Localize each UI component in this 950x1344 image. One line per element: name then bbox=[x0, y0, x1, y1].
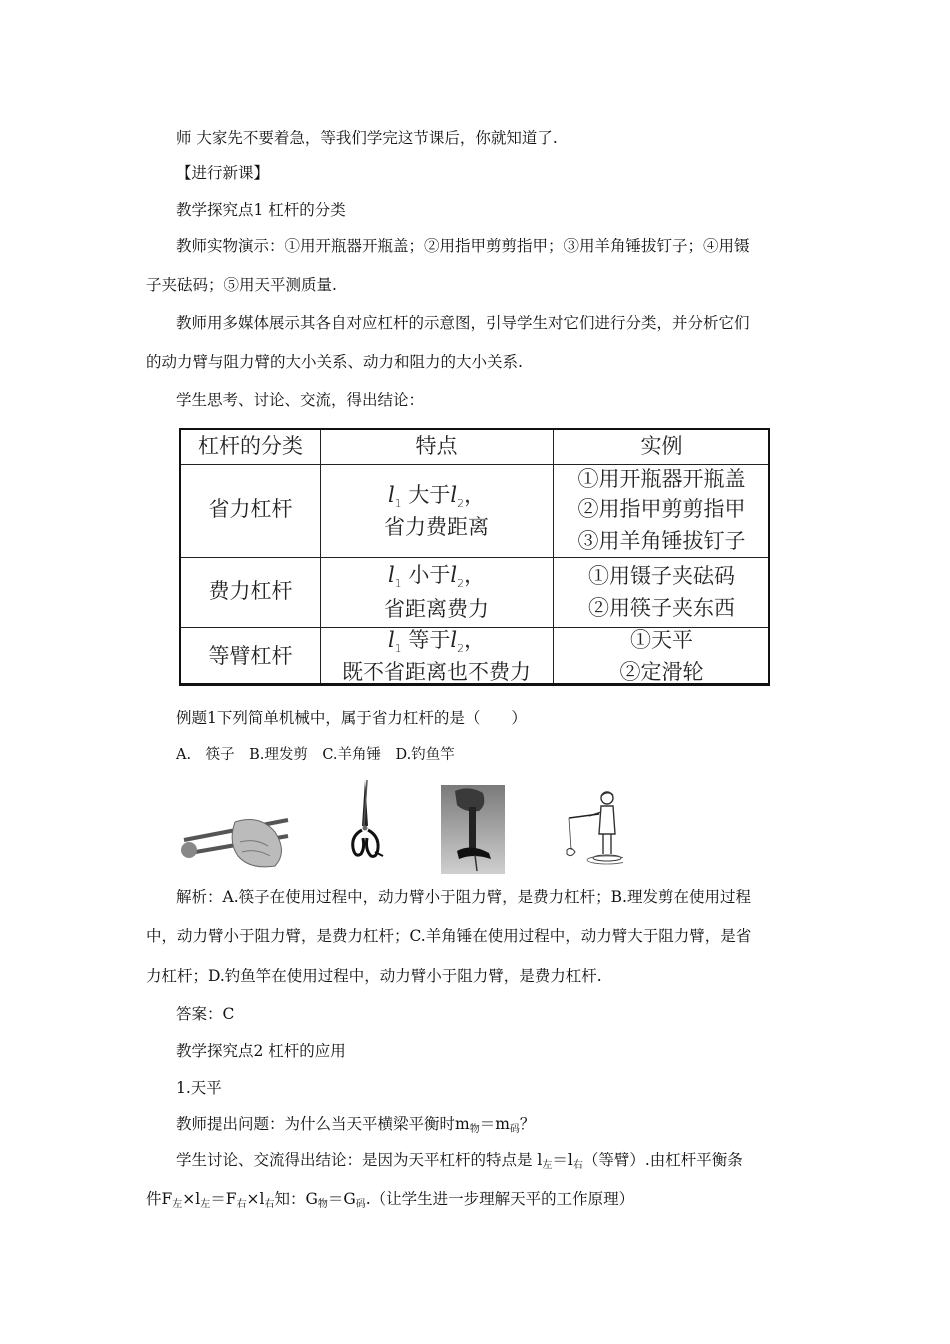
paragraph: 教师提出问题：为什么当天平横梁平衡时$m_物=m_码$？ bbox=[176, 1115, 536, 1135]
chopsticks-image bbox=[180, 812, 292, 870]
table-cell-example: ①天平 bbox=[630, 628, 693, 652]
table-cell-example: ①用镊子夹砝码 bbox=[588, 564, 735, 588]
paragraph: 件$F_左\times l_左=F_右\times l_右$知：$G_物=G_码$.（让学生进一步理解天平的工作原理） bbox=[146, 1190, 635, 1210]
list-item: 1.天平 bbox=[176, 1079, 222, 1097]
table-cell-example: ①用开瓶器开瓶盖 bbox=[577, 467, 746, 491]
table-cell-feature-note: 既不省距离也不费力 bbox=[342, 660, 531, 684]
paragraph: 子夹砝码；⑤用天平测质量. bbox=[146, 276, 337, 294]
table-header: 实例 bbox=[640, 434, 683, 458]
subsection-heading: 教学探究点1 杠杆的分类 bbox=[176, 201, 346, 219]
paragraph: 教师用多媒体展示其各自对应杠杆的示意图，引导学生对它们进行分类，并分析它们 bbox=[176, 314, 750, 332]
table-cell-example: ②用指甲剪剪指甲 bbox=[577, 497, 746, 521]
paragraph: 的动力臂与阻力臂的大小关系、动力和阻力的大小关系. bbox=[146, 353, 523, 371]
table-cell-example: ②用筷子夹东西 bbox=[588, 596, 735, 620]
table-cell-example: ③用羊角锤拔钉子 bbox=[577, 529, 746, 553]
paragraph: 学生思考、讨论、交流，得出结论： bbox=[176, 391, 425, 409]
paragraph: 学生讨论、交流得出结论：是因为天平杠杆的特点是 $l_左=l_右$（等臂）.由杠杆平衡条 bbox=[176, 1151, 743, 1171]
paragraph: 教师实物演示：①用开瓶器开瓶盖；②用指甲剪剪指甲；③用羊角锤拔钉子；④用镊 bbox=[176, 237, 750, 255]
example-options: A. 筷子 B.理发剪 C.羊角锤 D.钓鱼竿 bbox=[176, 747, 455, 763]
example-question: 例题1下列简单机械中，属于省力杠杆的是（ ） bbox=[176, 709, 527, 727]
analysis-text: 中，动力臂小于阻力臂，是费力杠杆；C.羊角锤在使用过程中，动力臂大于阻力臂，是省 bbox=[146, 927, 752, 945]
lever-classification-table bbox=[179, 428, 770, 686]
table-cell-feature: $l_1$ 小于$l_2$， bbox=[387, 563, 486, 590]
scissors-image bbox=[345, 778, 385, 864]
subsection-heading: 教学探究点2 杠杆的应用 bbox=[176, 1042, 346, 1060]
analysis-text: 解析：A.筷子在使用过程中，动力臂小于阻力臂，是费力杠杆；B.理发剪在使用过程 bbox=[176, 888, 751, 906]
table-header: 杠杆的分类 bbox=[198, 434, 303, 458]
fishing-image bbox=[563, 790, 623, 866]
answer-text: 答案：C bbox=[176, 1005, 235, 1023]
paragraph: 师 大家先不要着急，等我们学完这节课后，你就知道了. bbox=[176, 129, 558, 147]
table-cell-type: 省力杠杆 bbox=[208, 497, 293, 521]
table-cell-feature-note: 省距离费力 bbox=[384, 597, 489, 621]
table-header: 特点 bbox=[415, 434, 458, 458]
table-cell-example: ②定滑轮 bbox=[619, 660, 704, 684]
table-cell-type: 等臂杠杆 bbox=[208, 644, 293, 668]
table-cell-feature: $l_1$ 等于$l_2$， bbox=[387, 628, 486, 655]
analysis-text: 力杠杆；D.钓鱼竿在使用过程中，动力臂小于阻力臂，是费力杠杆. bbox=[146, 967, 602, 985]
section-heading: 【进行新课】 bbox=[176, 164, 270, 182]
table-cell-type: 费力杠杆 bbox=[208, 579, 293, 603]
table-cell-feature: $l_1$ 大于$l_2$， bbox=[387, 483, 486, 510]
table-cell-feature-note: 省力费距离 bbox=[384, 515, 489, 539]
hammer-image bbox=[441, 785, 505, 874]
